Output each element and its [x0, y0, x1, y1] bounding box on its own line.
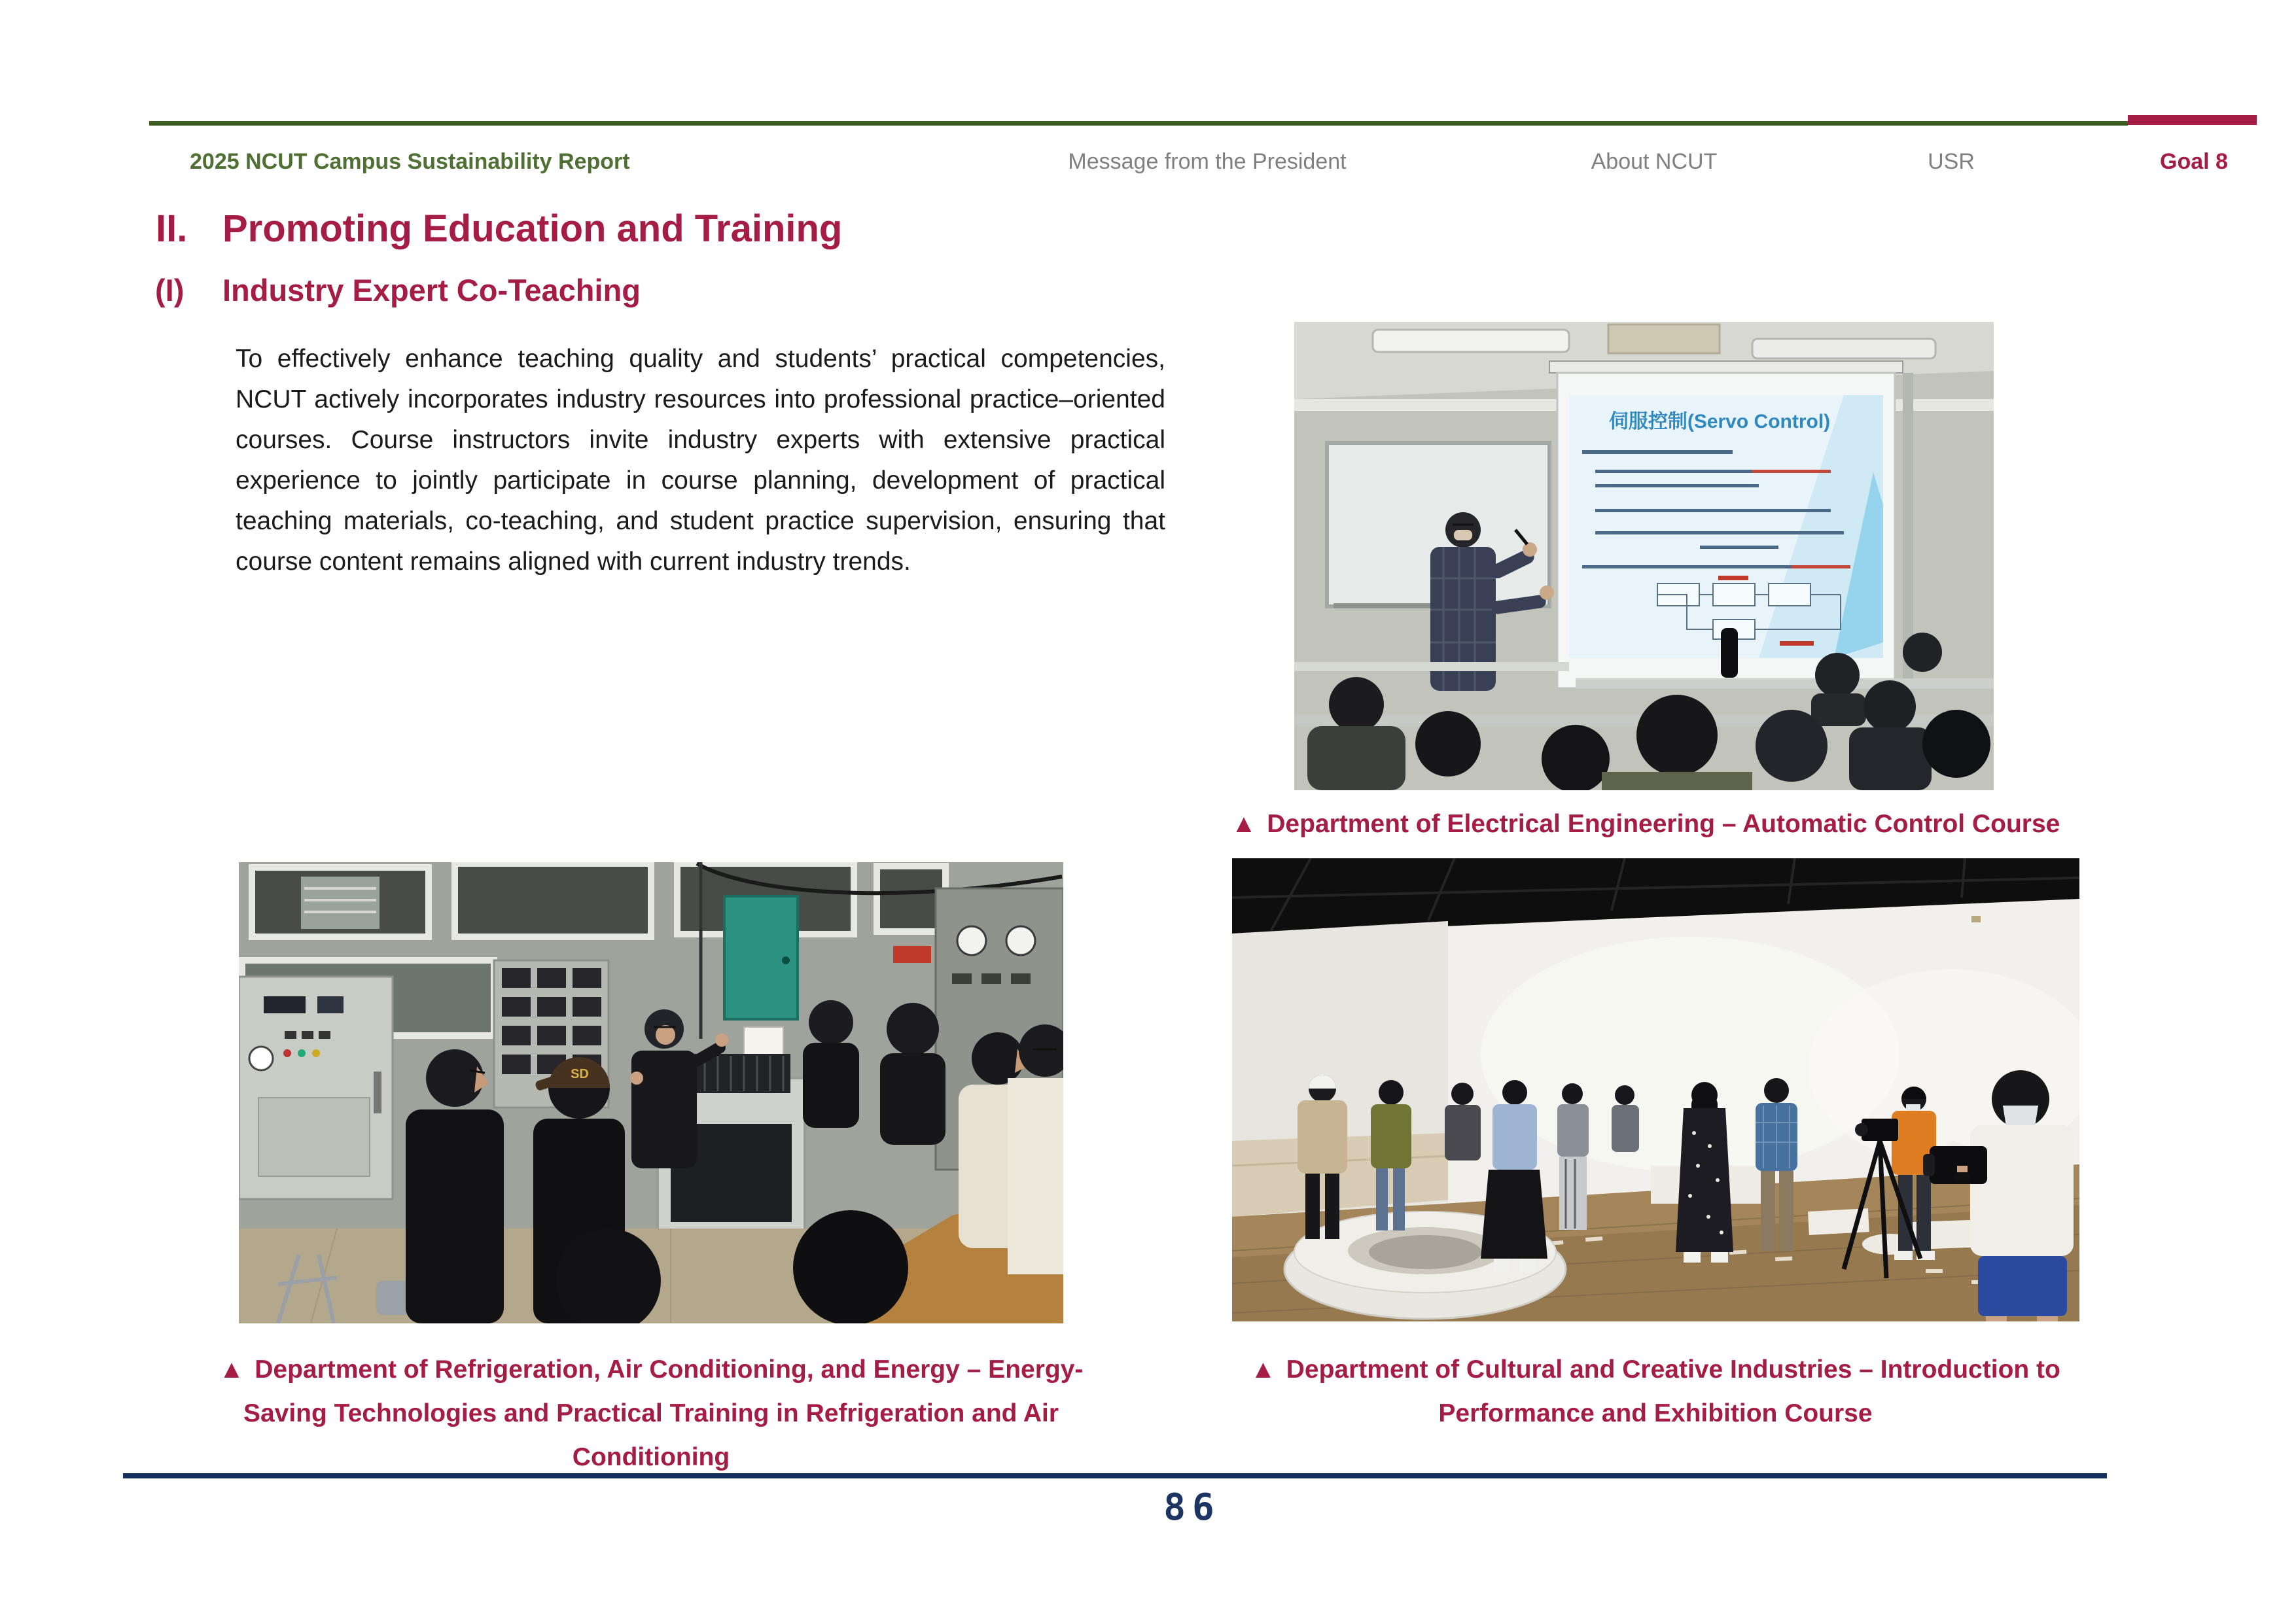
triangle-marker-icon: ▲ — [1250, 1355, 1276, 1384]
page-number: 86 — [1163, 1486, 1221, 1529]
report-title: 2025 NCUT Campus Sustainability Report — [190, 149, 630, 174]
subsection-title-text: Industry Expert Co-Teaching — [222, 273, 641, 307]
caption-cultural-text: Department of Cultural and Creative Industries – Introduction to Performance and Exhibition Course — [1286, 1355, 2060, 1427]
triangle-marker-icon: ▲ — [1231, 810, 1257, 838]
nav-goal-8: Goal 8 — [2160, 149, 2228, 174]
window-fan — [301, 877, 380, 929]
subsection-title — [155, 273, 1464, 307]
section-number: II. — [156, 207, 188, 250]
section-title-text: Promoting Education and Training — [222, 207, 843, 250]
nav-message-from-president: Message from the President — [1068, 149, 1347, 174]
photo-exhibition-studio — [1232, 858, 2079, 1321]
section-title — [156, 208, 1464, 250]
photo-electrical-classroom — [1294, 322, 1994, 790]
left-control-cabinet — [239, 977, 393, 1199]
triangle-marker-icon: ▲ — [219, 1355, 245, 1384]
photo-refrigeration-lab — [239, 862, 1063, 1323]
nav-about-ncut: About NCUT — [1591, 149, 1718, 174]
header-top-rule — [149, 121, 2128, 126]
caption-refrigeration — [193, 1348, 1109, 1479]
caption-electrical-text: Department of Electrical Engineering – Automatic Control Course — [1267, 810, 2060, 838]
subsection-number: (I) — [155, 273, 185, 307]
caption-cultural — [1197, 1348, 2113, 1435]
caption-electrical — [1171, 806, 2120, 843]
footer-rule — [123, 1473, 2107, 1478]
slide-title: 伺服控制(Servo Control) — [1608, 411, 1831, 432]
nav-usr: USR — [1928, 149, 1975, 174]
header-accent-bar — [2128, 115, 2257, 125]
body-paragraph: To effectively enhance teaching quality and students’ practical competencies, NCUT actively incorporates industry resources into professional practice–oriented courses. Course instructors invite industry experts with extensive practical experience to jointly participate in course planning, development of practical teaching materials, co-teaching, and student practice supervision, ensuring that course content remains aligned with current industry trends. — [236, 345, 1165, 576]
cap-logo: SD — [571, 1067, 589, 1081]
caption-refrigeration-text: Department of Refrigeration, Air Conditioning, and Energy – Energy-Saving Technologies and Practical Training in Refrigeration and Air Conditioning — [243, 1355, 1084, 1471]
